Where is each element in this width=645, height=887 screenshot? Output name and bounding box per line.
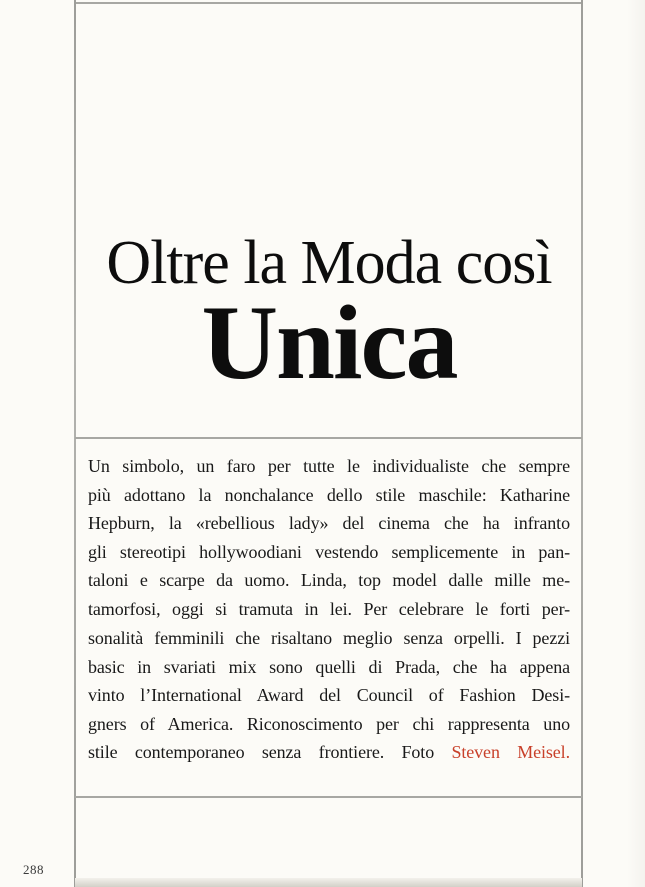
body-line: sonalità femminili che risaltano meglio senza orpelli. I pezzi bbox=[88, 628, 570, 648]
footer-divider-rule bbox=[75, 796, 582, 798]
article-title bbox=[88, 229, 570, 401]
bottom-page-edge bbox=[75, 878, 582, 887]
photographer-credit: Steven Meisel bbox=[451, 742, 566, 763]
right-border-rule bbox=[581, 0, 583, 887]
second-paragraph bbox=[88, 624, 570, 767]
title-line-2: Unica bbox=[201, 284, 457, 401]
body-line: taloni e scarpe da uomo. Linda, top model dalle mille me- bbox=[88, 570, 570, 591]
body-line: Hepburn, la «rebellious lady» del cinema che ha infranto bbox=[88, 513, 570, 534]
page-edge-shading bbox=[627, 0, 645, 887]
credit-prefix-text: stile contemporaneo senza frontiere. Foto bbox=[88, 742, 452, 763]
intro-paragraph bbox=[88, 452, 570, 624]
title-line-1: Oltre la Moda così bbox=[106, 229, 552, 297]
left-border-rule bbox=[74, 0, 76, 887]
body-line: più adottano la nonchalance dello stile maschile: Katharine bbox=[88, 484, 570, 505]
body-line: Un simbolo, un faro per tutte le individualiste che sempre bbox=[88, 456, 570, 476]
title-divider-rule bbox=[75, 437, 582, 439]
body-line: vinto l’International Award del Council of Fashion Desi- bbox=[88, 685, 570, 706]
body-line: basic in svariati mix sono quelli di Prada, che ha appena bbox=[88, 656, 570, 677]
body-line: gli stereotipi hollywoodiani vestendo semplicemente in pan- bbox=[88, 541, 570, 562]
top-border-rule bbox=[75, 2, 582, 4]
body-line: tamorfosi, oggi si tramuta in lei. Per celebrare le forti per- bbox=[88, 598, 570, 619]
body-line: gners of America. Riconoscimento per chi rappresenta uno bbox=[88, 713, 570, 734]
body-line-credit bbox=[88, 738, 570, 767]
page-number: 288 bbox=[23, 862, 44, 877]
credit-period: . bbox=[565, 742, 570, 763]
